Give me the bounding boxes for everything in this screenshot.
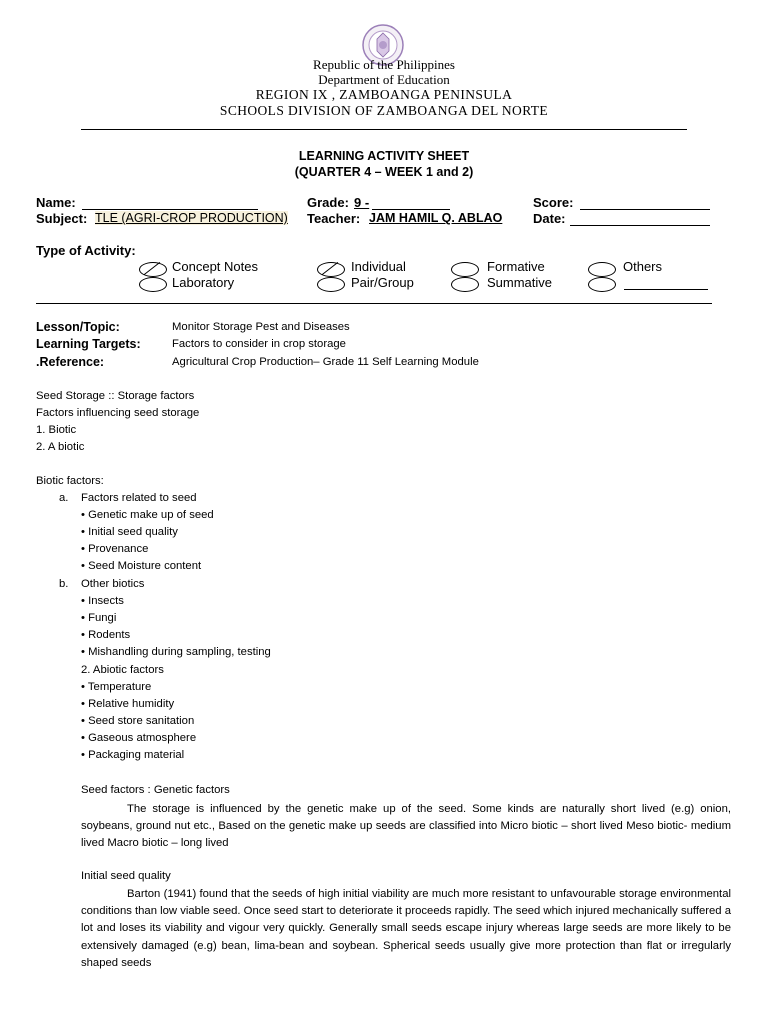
option-individual: Individual xyxy=(351,259,406,274)
targets-label: Learning Targets: xyxy=(36,337,141,351)
list-marker: b. xyxy=(59,578,69,590)
reference-label: .Reference: xyxy=(36,355,105,369)
bullet-item: • Seed Moisture content xyxy=(81,560,202,572)
option-formative: Formative xyxy=(487,259,545,274)
bullet-item: • Fungi xyxy=(81,612,117,624)
bullet-item: • Genetic make up of seed xyxy=(81,509,214,521)
section-heading: Seed Storage :: Storage factors xyxy=(36,390,195,402)
seed-factors-paragraph: The storage is influenced by the genetic make up of the seed. Some kinds are naturally short lived (e.g) onion, soybeans, ground nut etc., Based on the genetic make up seeds are classified into Micro biotic – short lived Meso biotic- medium lived Macro biotic – long lived xyxy=(81,803,731,850)
score-label: Score: xyxy=(533,195,574,210)
targets-value: Factors to consider in crop storage xyxy=(172,338,346,350)
header-divider xyxy=(81,129,687,130)
section-subheading: Factors influencing seed storage xyxy=(36,407,200,419)
checkbox-individual[interactable] xyxy=(317,262,345,277)
bullet-item: • Mishandling during sampling, testing xyxy=(81,646,271,658)
score-field[interactable] xyxy=(580,209,710,210)
seed-factors-heading: Seed factors : Genetic factors xyxy=(81,784,230,796)
list-item: 2. A biotic xyxy=(36,441,85,453)
bullet-item: • Temperature xyxy=(81,681,152,693)
sheet-subtitle: (QUARTER 4 – WEEK 1 and 2) xyxy=(294,165,474,179)
header-division: SCHOOLS DIVISION OF ZAMBOANGA DEL NORTE xyxy=(219,103,549,118)
abiotic-heading: 2. Abiotic factors xyxy=(81,664,164,676)
sheet-title: LEARNING ACTIVITY SHEET xyxy=(298,149,470,163)
option-laboratory: Laboratory xyxy=(172,275,235,290)
topic-label: Lesson/Topic: xyxy=(36,320,120,334)
teacher-label: Teacher: xyxy=(307,211,361,226)
list-item: Other biotics xyxy=(81,578,145,590)
option-others: Others xyxy=(623,259,663,274)
date-label: Date: xyxy=(533,211,566,226)
checkbox-others[interactable] xyxy=(588,262,616,277)
others-specify-field[interactable] xyxy=(624,289,708,290)
checkbox-laboratory[interactable] xyxy=(139,277,167,292)
grade-value: 9 - xyxy=(354,195,370,210)
option-concept-notes: Concept Notes xyxy=(172,259,258,274)
bullet-item: • Relative humidity xyxy=(81,698,175,710)
bullet-item: • Insects xyxy=(81,595,124,607)
option-summative: Summative xyxy=(487,275,553,290)
subject-label: Subject: xyxy=(36,211,88,226)
bullet-item: • Initial seed quality xyxy=(81,526,178,538)
checkbox-summative[interactable] xyxy=(451,277,479,292)
checkbox-formative[interactable] xyxy=(451,262,479,277)
initial-quality-paragraph: Barton (1941) found that the seeds of high initial viability are much more resistant to unfavourable storage environmental conditions than low viable seed. Once seed start to deteriorate it proceeds rapidly. The seed which injured mechanically suffered a lot and loses its viability and vigour very quickly. Generally small seeds escape injury whereas large seeds are more likely to be extensively damaged (e.g) bean, lima-bean and soybean. Spherical seeds usually give more protection than flat or irregularly shaped seeds xyxy=(81,888,731,969)
bullet-item: • Provenance xyxy=(81,543,149,555)
bullet-item: • Seed store sanitation xyxy=(81,715,195,727)
checkbox-concept-notes[interactable] xyxy=(139,262,167,277)
name-field[interactable] xyxy=(82,209,258,210)
list-item: 1. Biotic xyxy=(36,424,77,436)
bullet-item: • Packaging material xyxy=(81,749,185,761)
subject-value: TLE (AGRI-CROP PRODUCTION) xyxy=(95,211,288,225)
teacher-value: JAM HAMIL Q. ABLAO xyxy=(369,211,503,225)
bullet-item: • Rodents xyxy=(81,629,131,641)
header-region: REGION IX , ZAMBOANGA PENINSULA xyxy=(255,87,513,102)
topic-value: Monitor Storage Pest and Diseases xyxy=(172,321,350,333)
activity-label: Type of Activity: xyxy=(36,243,136,258)
bullet-item: • Gaseous atmosphere xyxy=(81,732,197,744)
option-pair-group: Pair/Group xyxy=(351,275,414,290)
header-department: Department of Education xyxy=(318,72,450,87)
date-field[interactable] xyxy=(570,225,710,226)
checkbox-other-blank[interactable] xyxy=(588,277,616,292)
reference-value: Agricultural Crop Production– Grade 11 Self Learning Module xyxy=(172,356,479,368)
initial-quality-heading: Initial seed quality xyxy=(81,870,171,882)
grade-field-line[interactable] xyxy=(372,209,450,210)
checkbox-pair-group[interactable] xyxy=(317,277,345,292)
name-label: Name: xyxy=(36,195,76,210)
header-republic: Republic of the Philippines xyxy=(313,57,455,72)
activity-divider xyxy=(36,303,712,304)
biotic-heading: Biotic factors: xyxy=(36,475,104,487)
list-marker: a. xyxy=(59,492,69,504)
grade-label: Grade: xyxy=(307,195,349,210)
list-item: Factors related to seed xyxy=(81,492,197,504)
